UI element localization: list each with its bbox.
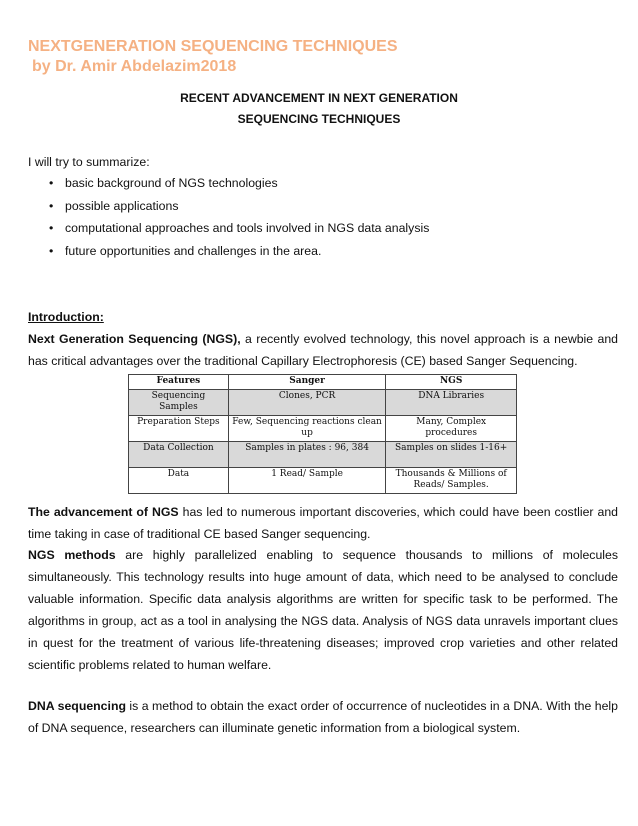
- list-item-text: basic background of NGS technologies: [65, 176, 278, 190]
- paragraph-text: a recently evolved technology, this novel approach is a newbie and has critical advantages over the traditional Capillary Electrophoresis (CE) based Sanger Sequencing.: [28, 332, 619, 368]
- table-cell: Sequencing Samples: [129, 390, 229, 416]
- document-heading-line-1: RECENT ADVANCEMENT IN NEXT GENERATION: [180, 91, 458, 105]
- introduction-title: [28, 306, 618, 328]
- table-cell: Data: [129, 468, 229, 494]
- bullet-icon: •: [49, 198, 54, 213]
- bullet-icon: •: [49, 243, 54, 258]
- list-item-text: computational approaches and tools involved in NGS data analysis: [65, 221, 430, 235]
- table-cell: Samples on slides 1-16+: [386, 442, 517, 468]
- list-item-text: future opportunities and challenges in the area.: [65, 243, 322, 258]
- column-header: Features: [129, 375, 229, 390]
- table-row: [129, 390, 517, 416]
- document-heading-line-2: SEQUENCING TECHNIQUES: [237, 112, 401, 126]
- table-cell: Data Collection: [129, 442, 229, 468]
- list-item: [30, 240, 429, 263]
- list-item: [30, 195, 429, 218]
- table-cell: Preparation Steps: [129, 416, 229, 442]
- banner-title: [28, 37, 398, 77]
- bullet-icon: •: [49, 176, 54, 190]
- banner-line-1: NEXTGENERATION SEQUENCING TECHNIQUES: [28, 38, 398, 55]
- summary-intro: I will try to summarize:: [28, 155, 150, 169]
- paragraph-text: has led to numerous important discoveries, which could have been costlier and time taking in case of traditional CE based Sanger sequencing.: [28, 505, 618, 541]
- summary-list: [30, 172, 429, 262]
- list-item: [30, 217, 429, 240]
- methods-paragraph: [28, 544, 618, 676]
- table-row: [129, 416, 517, 442]
- list-item-text: possible applications: [65, 198, 179, 213]
- bold-lead: DNA sequencing: [28, 699, 126, 713]
- table-cell: Clones, PCR: [228, 390, 386, 416]
- bold-lead: NGS methods: [28, 548, 116, 562]
- advancement-paragraph: [28, 501, 618, 545]
- column-header: NGS: [386, 375, 517, 390]
- paragraph-text: are highly parallelized enabling to sequence thousands to millions of molecules simultaneously. This technology results into huge amount of data, which need to be analysed to conclude valuable information. Specific data analysis algorithms are written for specific task to be performed. The algorithms in group, act as a tool in analysing the NGS data. Analysis of NGS data unravels important clues in quest for the treatment of various life-threatening diseases; improved crop varieties and other related scientific problems related to human welfare.: [28, 548, 619, 672]
- banner-line-2: by Dr. Amir Abdelazim2018: [32, 58, 237, 75]
- bold-lead: The advancement of NGS: [28, 505, 179, 519]
- paragraph-text: is a method to obtain the exact order of occurrence of nucleotides in a DNA. With the help of DNA sequence, researchers can illuminate genetic information from a biological system.: [28, 699, 618, 735]
- table-header-row: [129, 375, 517, 390]
- list-item: [30, 172, 429, 195]
- table-cell: Samples in plates : 96, 384: [228, 442, 386, 468]
- table-row: [129, 468, 517, 494]
- table-row: [129, 442, 517, 468]
- table-cell: Few, Sequencing reactions clean up: [228, 416, 386, 442]
- table-cell: 1 Read/ Sample: [228, 468, 386, 494]
- bullet-icon: •: [49, 221, 54, 235]
- section-heading: Introduction:: [28, 310, 104, 324]
- table-cell: DNA Libraries: [386, 390, 517, 416]
- comparison-table: [128, 374, 517, 494]
- dna-sequencing-paragraph: [28, 695, 618, 739]
- table-cell: Thousands & Millions of Reads/ Samples.: [386, 468, 517, 494]
- column-header: Sanger: [228, 375, 386, 390]
- introduction-paragraph: [28, 328, 618, 372]
- table-cell: Many, Complex procedures: [386, 416, 517, 442]
- bold-lead: Next Generation Sequencing (NGS),: [28, 332, 241, 346]
